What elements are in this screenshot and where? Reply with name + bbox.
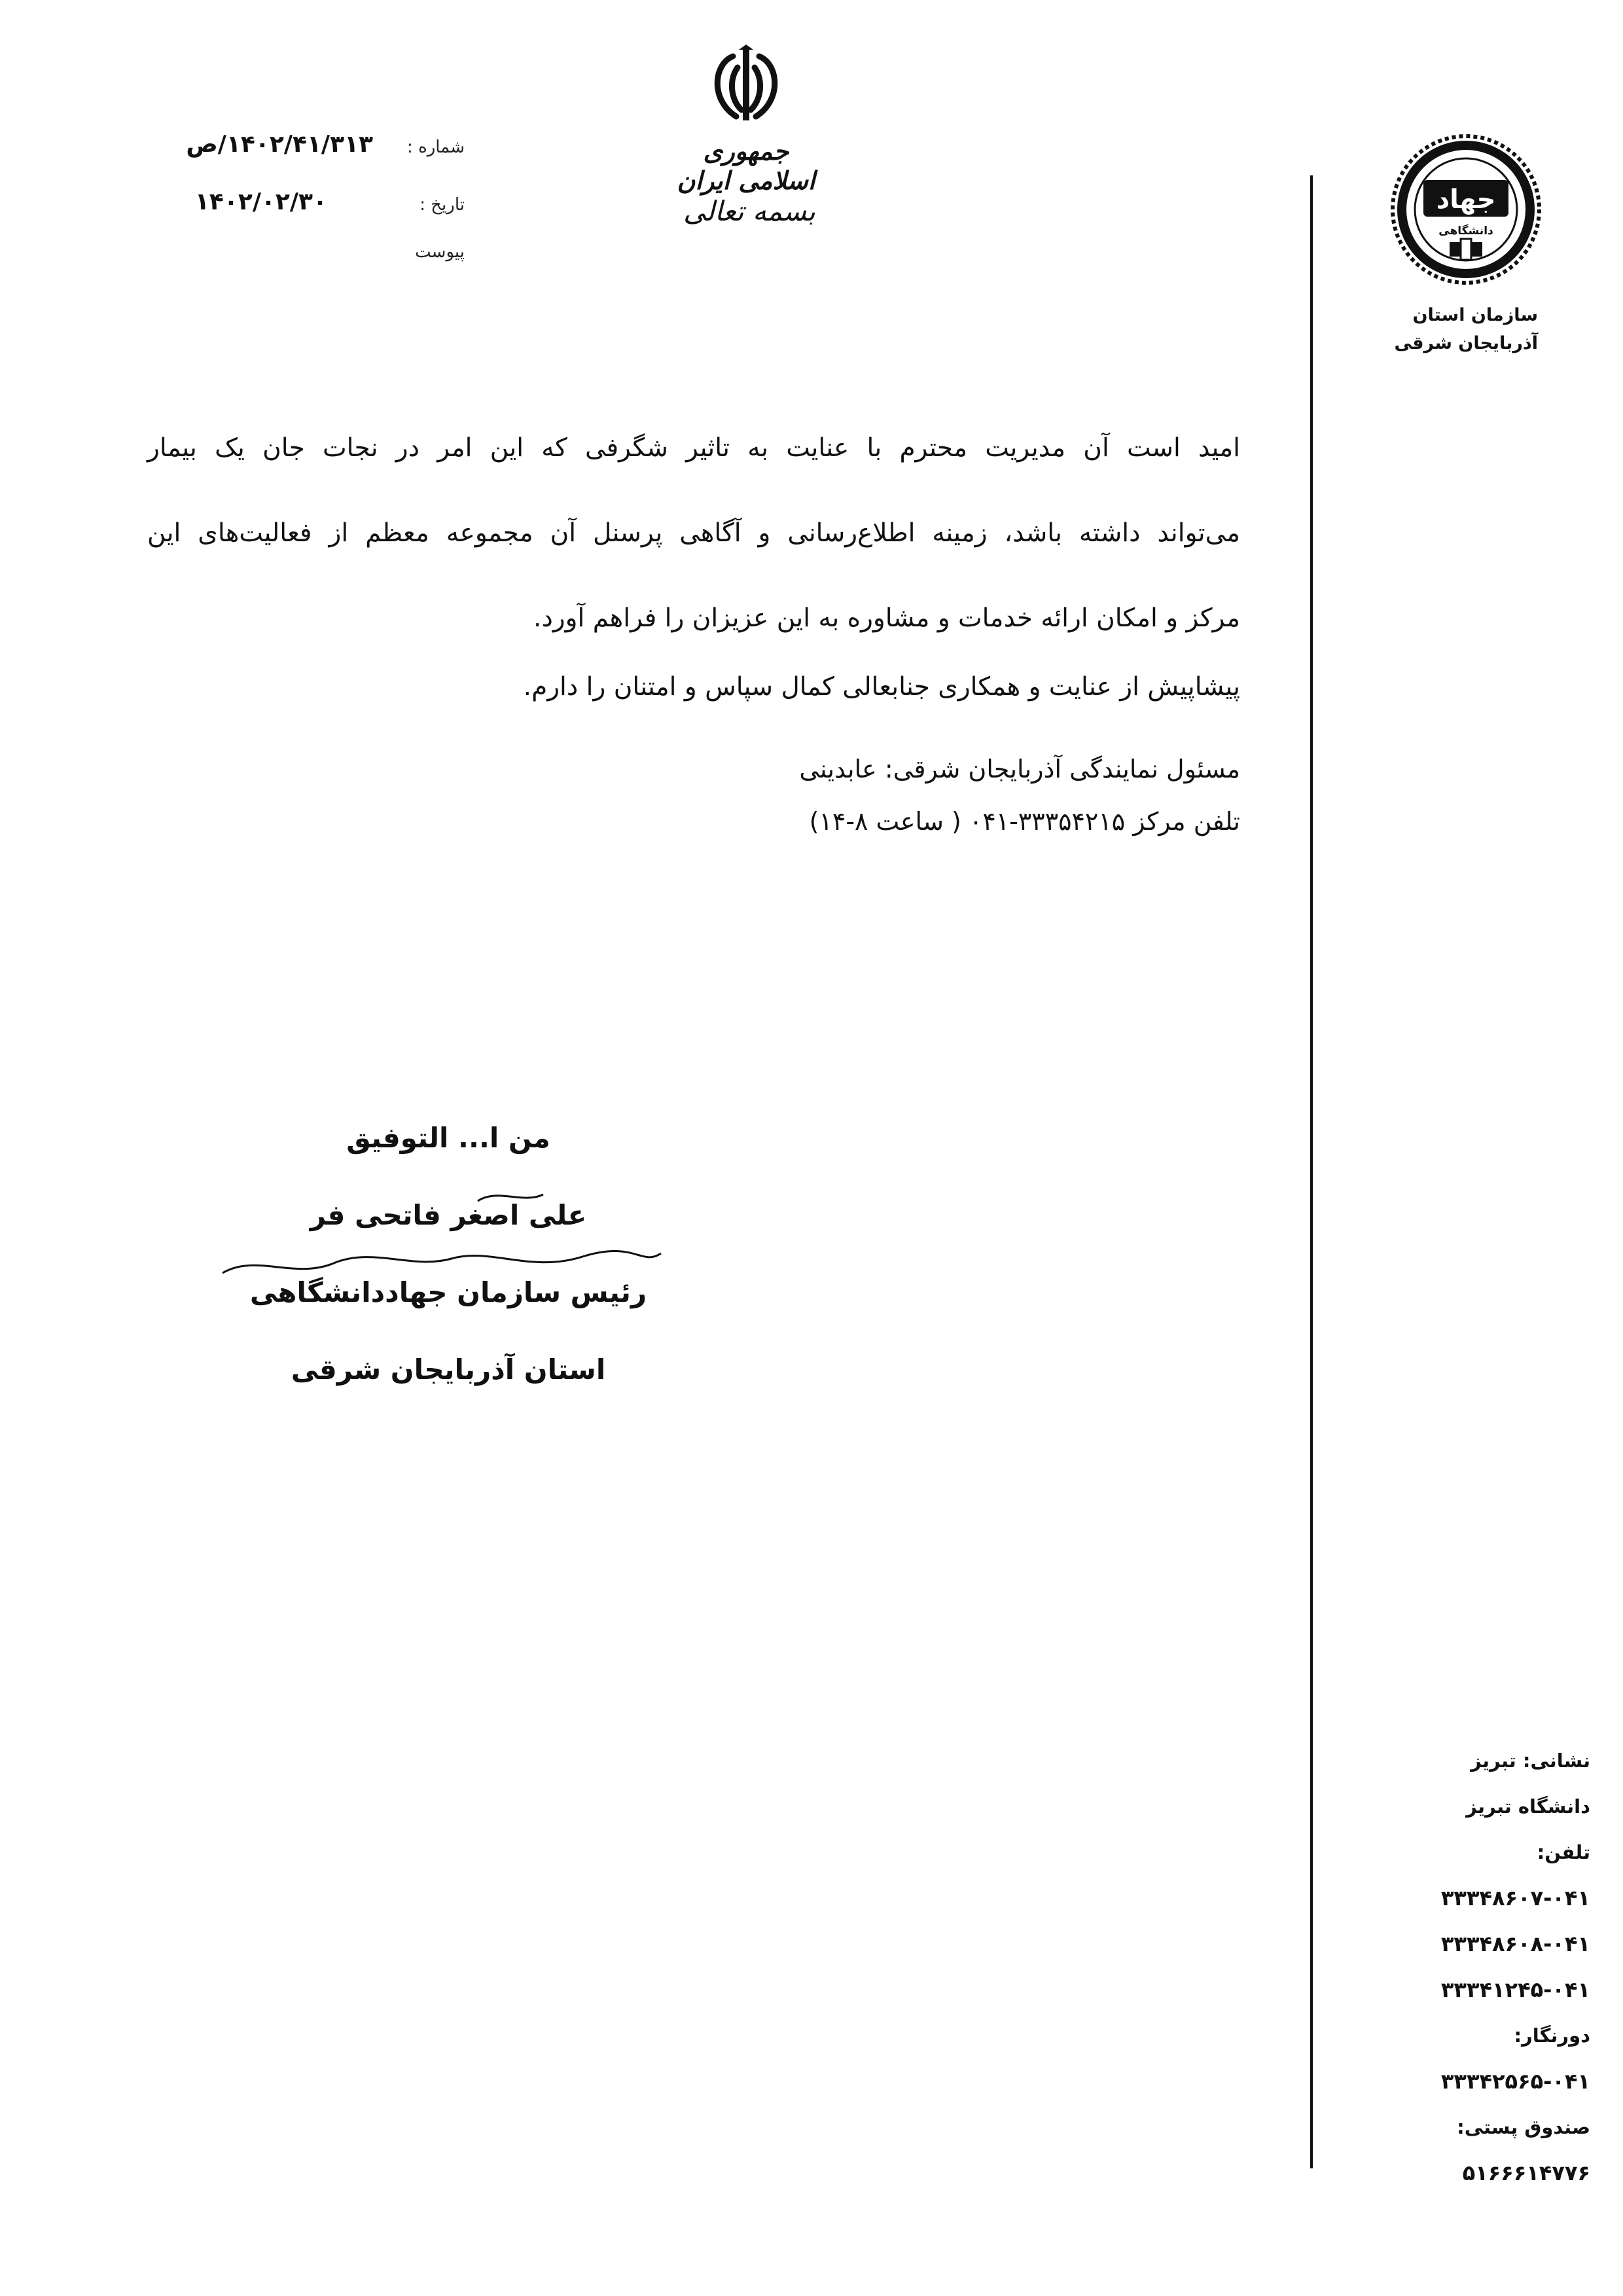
pobox-number: ۵۱۶۶۶۱۴۷۷۶ bbox=[1462, 2161, 1590, 2185]
closing-paragraph: پیشاپیش از عنایت و همکاری جنابعالی کمال سپاس و امتنان را دارم. bbox=[523, 672, 1240, 702]
fax-label: دورنگار: bbox=[1514, 2024, 1590, 2047]
organization-name-line1: سازمان استان bbox=[1412, 305, 1538, 325]
vertical-divider bbox=[1310, 175, 1313, 2168]
body-paragraph-line: می‌تواند داشته باشد، زمینه اطلاع‌رسانی و آگاهی پرسنل آن مجموعه معظم از فعالیت‌های این bbox=[147, 518, 1240, 548]
organization-name-line2: آذربایجان شرقی bbox=[1394, 333, 1538, 354]
number-label: شماره : bbox=[407, 137, 465, 157]
date-label: تاریخ : bbox=[419, 195, 465, 215]
phone-number: ۳۳۳۴۸۶۰۸-۰۴۱ bbox=[1440, 1931, 1590, 1956]
center-phone: تلفن مرکز ۳۳۳۵۴۲۱۵-۰۴۱ ( ساعت ۸-۱۴) bbox=[809, 807, 1240, 836]
attachment-label: پیوست bbox=[415, 242, 465, 262]
responsible-person: مسئول نمایندگی آذربایجان شرقی: عابدینی bbox=[799, 755, 1240, 783]
contact-person-block bbox=[589, 743, 1240, 848]
svg-text:دانشگاهی: دانشگاهی bbox=[1438, 224, 1493, 238]
letter-date: ۱۴۰۲/۰۲/۳۰ bbox=[194, 188, 327, 215]
organization-name bbox=[1322, 301, 1538, 357]
bismillah-heading: بسمه تعالی bbox=[683, 195, 815, 227]
body-paragraph-line: مرکز و امکان ارائه خدمات و مشاوره به این عزیزان را فراهم آورد. bbox=[533, 603, 1240, 633]
phone-number: ۳۳۳۴۸۶۰۷-۰۴۱ bbox=[1440, 1886, 1590, 1910]
jahad-daneshgahi-logo bbox=[1387, 131, 1544, 288]
address-value: دانشگاه تبریز bbox=[1466, 1795, 1590, 1818]
contact-info bbox=[1329, 1738, 1590, 2196]
phone-label: تلفن: bbox=[1537, 1841, 1590, 1863]
pobox-label: صندوق پستی: bbox=[1457, 2116, 1590, 2138]
signatory-name: علی اصغر فاتحی فر bbox=[310, 1199, 587, 1231]
handwritten-signature bbox=[216, 1175, 668, 1286]
letter-body bbox=[147, 406, 1240, 661]
signatory-province: استان آذربایجان شرقی bbox=[291, 1354, 606, 1386]
phone-number: ۳۳۳۴۱۲۴۵-۰۴۱ bbox=[1440, 1977, 1590, 2002]
letter-number: ۱۴۰۲/۴۱/۳۱۳/ص bbox=[186, 131, 373, 158]
address-label: نشانی: تبریز bbox=[1471, 1749, 1590, 1772]
iran-emblem-icon bbox=[697, 45, 795, 130]
republic-title: جمهوری اسلامی ایران bbox=[677, 136, 815, 195]
svg-text:جهاد: جهاد bbox=[1436, 185, 1496, 215]
signatory-title: رئیس سازمان جهاددانشگاهی bbox=[249, 1276, 647, 1308]
body-paragraph-line: امید است آن مدیریت محترم با عنایت به تاثیر شگرفی که این امر در نجات جان یک بیمار bbox=[147, 433, 1240, 463]
signature-salutation: من ا... التوفیق bbox=[346, 1122, 550, 1154]
fax-number: ۳۳۳۴۲۵۶۵-۰۴۱ bbox=[1440, 2069, 1590, 2094]
